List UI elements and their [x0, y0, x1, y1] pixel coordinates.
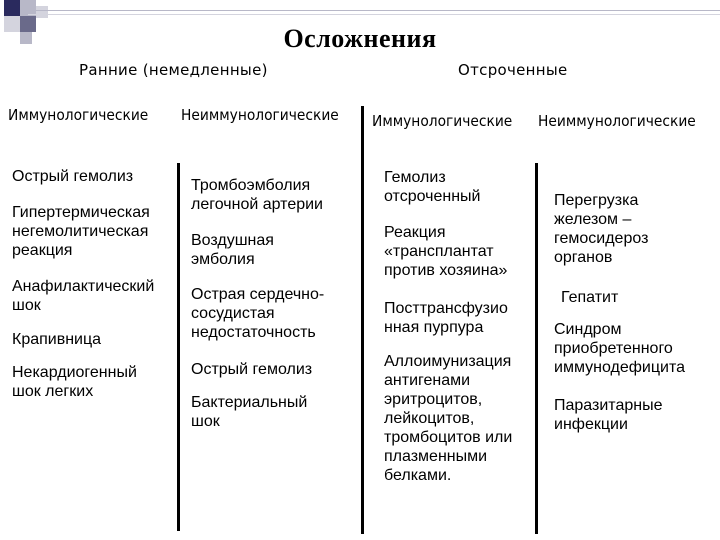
header-delayed-nonimmuno: Неиммунологические [538, 112, 696, 130]
group-delayed: Отсроченные [458, 61, 568, 79]
list-item: Реакция «трансплантат против хозяина» [384, 224, 508, 279]
header-rule [28, 14, 720, 15]
list-item: Паразитарные инфекции [554, 397, 663, 433]
list-item: Тромбоэмболия легочной артерии [191, 177, 323, 213]
list-item: Острый гемолиз [12, 168, 134, 185]
divider-line [177, 163, 180, 531]
list-item: Крапивница [12, 331, 102, 348]
list-item: Острая сердечно- сосудистая недостаточность [191, 286, 325, 341]
list-item: Синдром приобретенного иммунодефицита [554, 321, 685, 376]
list-item: Перегрузка железом – гемосидероз органов [554, 192, 649, 266]
list-item: Гипертермическая негемолитическая реакция [12, 204, 150, 259]
list-item: Некардиогенный шок легких [12, 364, 137, 400]
divider-line [535, 163, 538, 534]
page-title: Осложнения [283, 24, 437, 53]
deco-square [4, 0, 20, 16]
list-item: Гепатит [561, 289, 619, 306]
header-rule [28, 10, 720, 11]
list-item: Посттрансфузио нная пурпура [384, 300, 508, 336]
header-delayed-immuno: Иммунологические [372, 112, 513, 130]
list-item: Острый гемолиз [191, 361, 313, 378]
header-early-nonimmuno: Неиммунологические [181, 106, 339, 124]
divider-line [361, 106, 364, 534]
deco-square [36, 6, 48, 18]
list-item: Анафилактический шок [12, 278, 155, 314]
header-early-immuno: Иммунологические [8, 106, 149, 124]
list-item: Гемолиз отсроченный [384, 169, 481, 205]
list-item: Бактериальный шок [191, 394, 308, 430]
group-early: Ранние (немедленные) [79, 61, 268, 79]
list-item: Аллоимунизация антигенами эритроцитов, лейкоцитов, тромбоцитов или плазменными белками. [384, 353, 513, 484]
list-item: Воздушная эмболия [191, 232, 274, 268]
